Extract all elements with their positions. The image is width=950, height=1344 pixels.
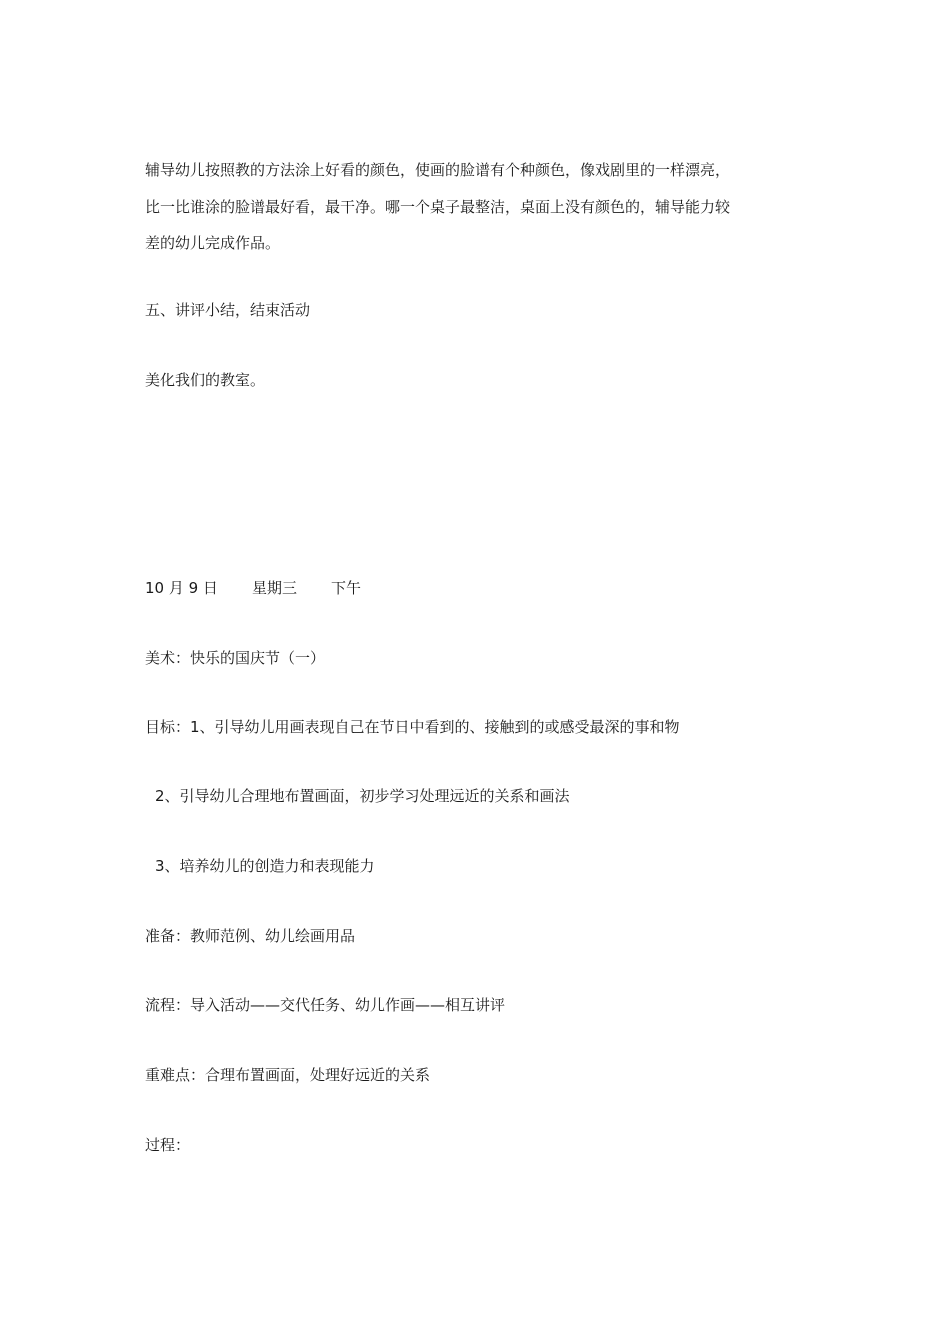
lesson-header bbox=[145, 578, 361, 598]
lesson-date: 10 月 9 日 bbox=[145, 579, 218, 597]
goal-3: 3、培养幼儿的创造力和表现能力 bbox=[155, 857, 375, 875]
preparation: 准备：教师范例、幼儿绘画用品 bbox=[145, 927, 356, 945]
paragraph-line-2: 比一比谁涂的脸谱最好看，最干净。哪一个桌子最整洁，桌面上没有颜色的，辅导能力较 bbox=[145, 198, 731, 216]
key-points: 重难点：合理布置画面，处理好远近的关系 bbox=[145, 1066, 431, 1084]
goal-2: 2、引导幼儿合理地布置画面，初步学习处理远近的关系和画法 bbox=[155, 787, 570, 805]
lesson-subject: 美术：快乐的国庆节（一） bbox=[145, 649, 326, 667]
process-heading: 过程： bbox=[145, 1136, 191, 1154]
paragraph-line-3: 差的幼儿完成作品。 bbox=[145, 234, 281, 252]
flow: 流程：导入活动——交代任务、幼儿作画——相互讲评 bbox=[145, 996, 506, 1014]
lesson-weekday: 星期三 bbox=[251, 579, 297, 597]
paragraph-line-1: 辅导幼儿按照教的方法涂上好看的颜色，使画的脸谱有个种颜色，像戏剧里的一样漂亮， bbox=[145, 161, 731, 179]
closing-text: 美化我们的教室。 bbox=[145, 371, 266, 389]
lesson-time: 下午 bbox=[330, 579, 361, 597]
goal-1: 目标：1、引导幼儿用画表现自己在节日中看到的、接触到的或感受最深的事和物 bbox=[145, 718, 680, 736]
section-heading: 五、讲评小结，结束活动 bbox=[145, 301, 311, 319]
